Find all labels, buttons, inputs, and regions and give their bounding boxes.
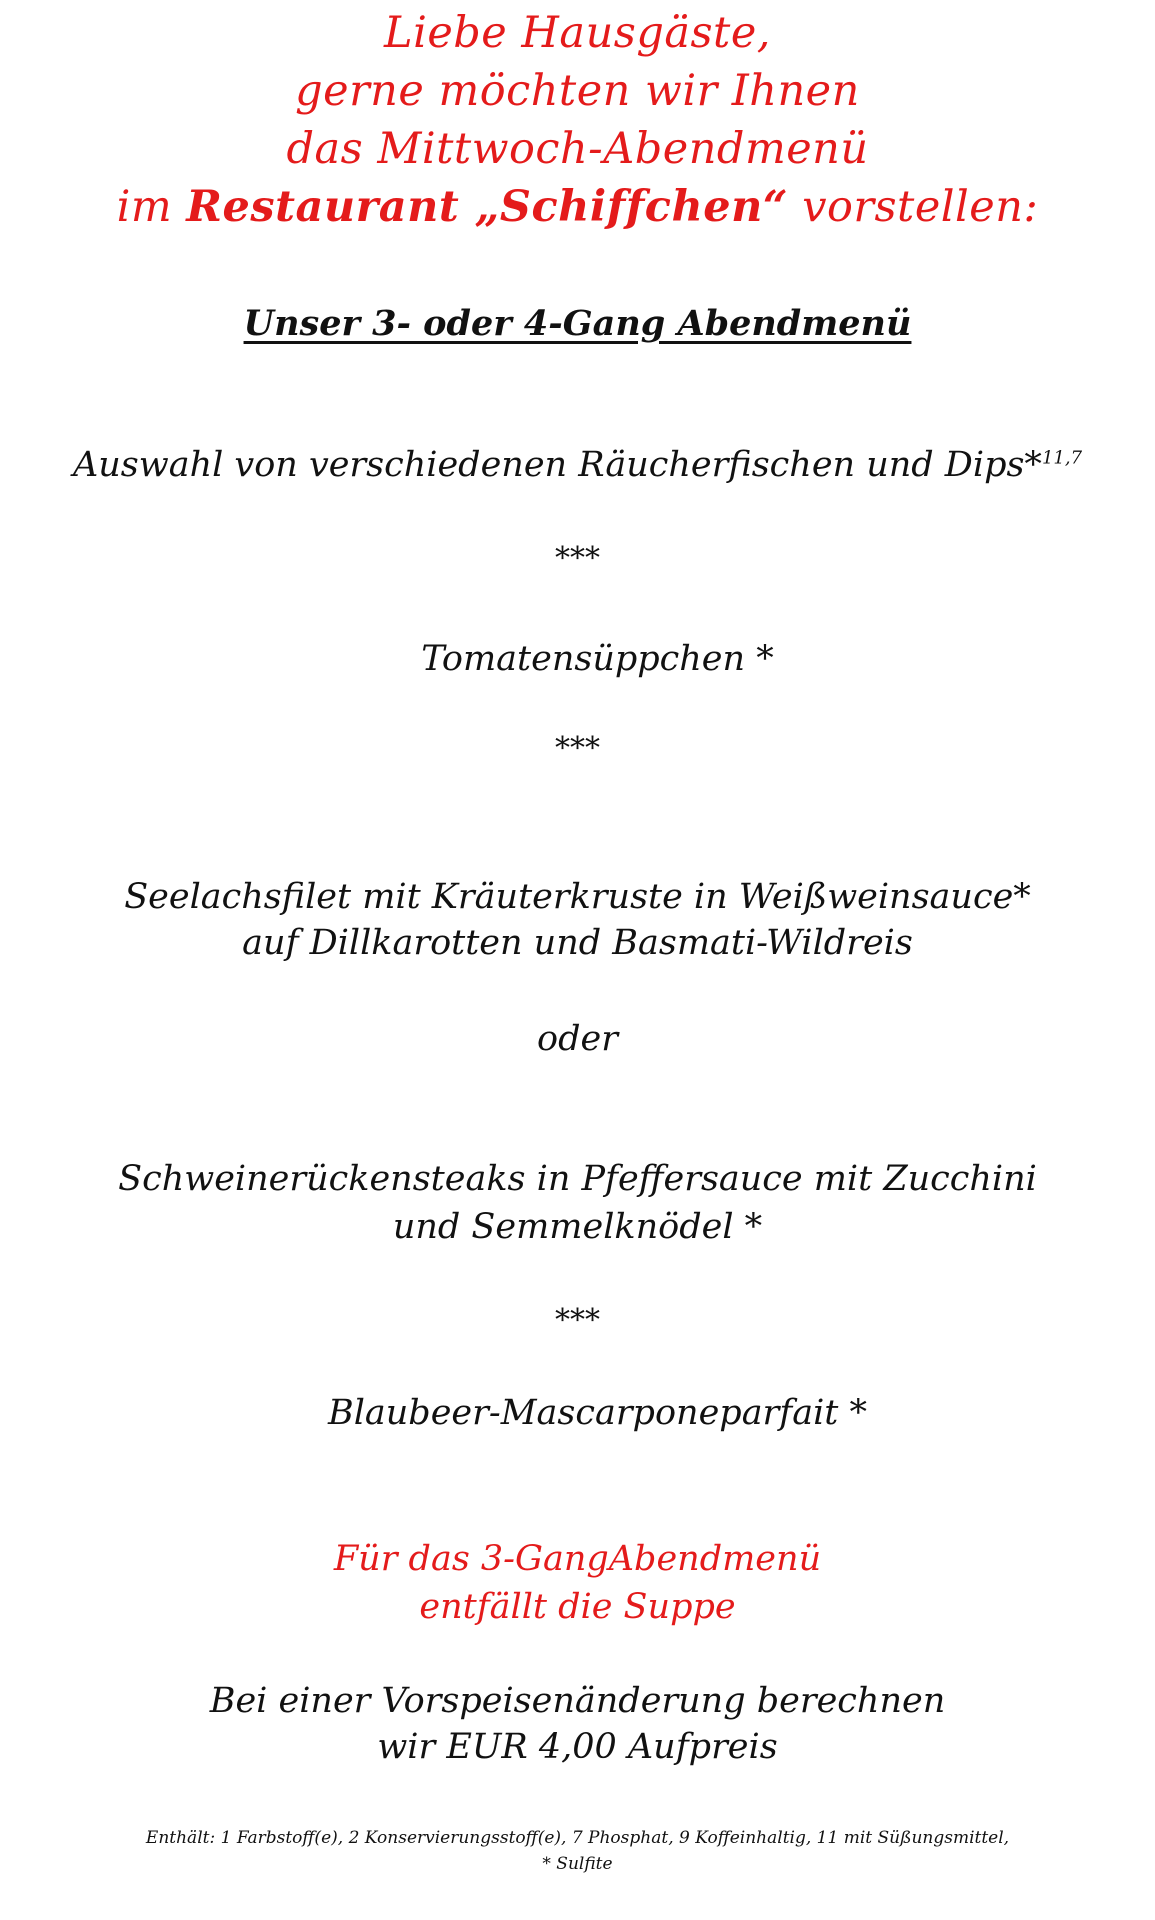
restaurant-name: Restaurant „Schiffchen“ [186,182,789,232]
three-course-note-line-1: Für das 3-GangAbendmenü [333,1539,822,1579]
course-starter-text: Auswahl von verschiedenen Räucherfischen und Dips* [72,445,1042,485]
course-starter-allergens: 11,7 [1041,447,1083,469]
course-starter [0,445,1155,485]
surcharge-note-line-2: wir EUR 4,00 Aufpreis [377,1727,778,1767]
greeting-line-4-prefix: im [116,182,173,232]
greeting-line-3: das Mittwoch-Abendmenü [286,124,869,174]
allergen-legend-line-1: Enthält: 1 Farbstoff(e), 2 Konservierungsstoff(e), 7 Phosphat, 9 Koffeinhaltig, 11 mit Süßungsmittel, [145,1828,1010,1848]
course-separator-2: *** [555,731,600,766]
greeting-line-4 [0,182,1155,232]
course-soup: Tomatensüppchen * [421,639,774,679]
course-or: oder [537,1019,618,1059]
course-main-2-line-2: und Semmelknödel * [392,1207,763,1247]
menu-subtitle: Unser 3- oder 4-Gang Abendmenü [243,303,912,344]
course-separator-3: *** [555,1303,600,1338]
allergen-legend-line-2: * Sulfite [542,1854,613,1874]
course-main-2-line-1: Schweinerückensteaks in Pfeffersauce mit Zucchini [118,1159,1037,1199]
three-course-note-line-2: entfällt die Suppe [419,1587,736,1627]
course-main-1-line-1: Seelachsfilet mit Kräuterkruste in Weißweinsauce* [124,877,1031,917]
course-dessert: Blaubeer-Mascarponeparfait * [327,1393,867,1433]
course-main-1-line-2: auf Dillkarotten und Basmati-Wildreis [242,923,913,963]
greeting-line-2: gerne möchten wir Ihnen [295,66,860,116]
course-separator-1: *** [555,541,600,576]
surcharge-note-line-1: Bei einer Vorspeisenänderung berechnen [209,1681,946,1721]
greeting-line-1: Liebe Hausgäste, [384,8,771,58]
greeting-line-4-suffix: vorstellen: [802,182,1039,232]
